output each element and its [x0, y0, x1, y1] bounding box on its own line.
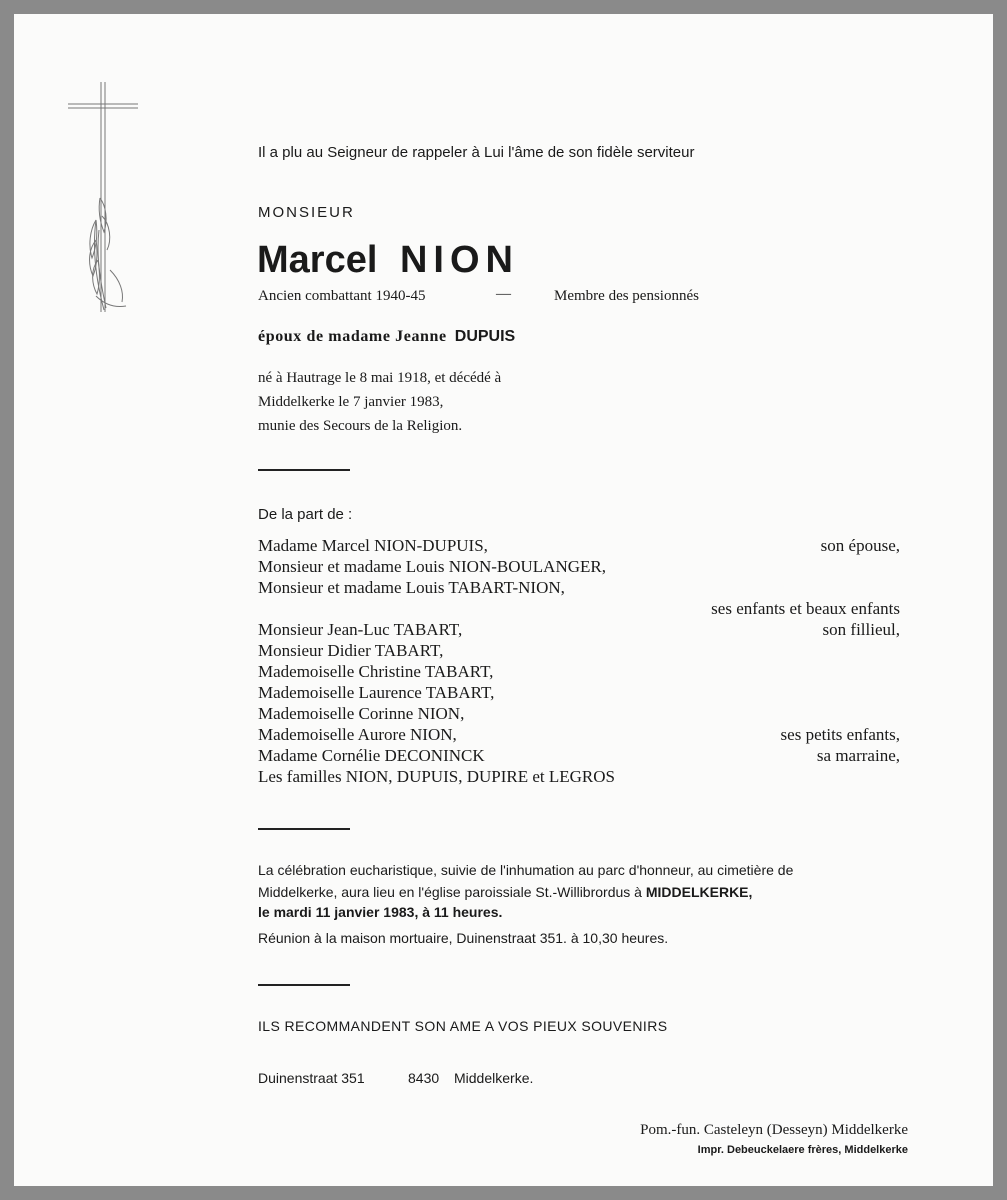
- ceremony-line-2: [258, 884, 752, 900]
- last-name: NION: [399, 239, 519, 281]
- family-member: Mademoiselle Corinne NION,: [258, 704, 465, 723]
- family-row: [258, 662, 900, 684]
- divider-2: [258, 828, 350, 830]
- family-relation: ses enfants et beaux enfants: [711, 599, 900, 618]
- family-relation: son épouse,: [820, 536, 900, 555]
- family-member: Monsieur Didier TABART,: [258, 641, 444, 660]
- honorific: MONSIEUR: [258, 204, 355, 221]
- family-relation: son fillieul,: [822, 620, 900, 639]
- birth-death-line-1: né à Hautrage le 8 mai 1918, et décédé à: [258, 370, 502, 386]
- ceremony-reunion: Réunion à la maison mortuaire, Duinenstraat 351. à 10,30 heures.: [258, 930, 669, 946]
- ceremony-town: MIDDELKERKE,: [645, 884, 753, 900]
- birth-death-line-3: munie des Secours de la Religion.: [258, 418, 463, 434]
- family-member: Mademoiselle Aurore NION,: [258, 725, 457, 744]
- intro-text: Il a plu au Seigneur de rappeler à Lui l'âme de son fidèle serviteur: [258, 144, 695, 161]
- family-row: [258, 620, 900, 642]
- family-member: Madame Marcel NION-DUPUIS,: [258, 536, 488, 555]
- family-member: Les familles NION, DUPUIS, DUPIRE et LEGROS: [258, 767, 615, 786]
- from-label: De la part de :: [258, 506, 353, 523]
- family-row: [258, 725, 900, 747]
- spouse-line: [258, 328, 515, 346]
- address-street: Duinenstraat 351: [258, 1070, 365, 1086]
- family-member: Monsieur Jean-Luc TABART,: [258, 620, 463, 639]
- family-member: Mademoiselle Laurence TABART,: [258, 683, 495, 702]
- spouse-surname: DUPUIS: [454, 328, 516, 345]
- deceased-name: [257, 238, 519, 282]
- title-pensioners: Membre des pensionnés: [554, 288, 699, 304]
- family-member: Monsieur et madame Louis NION-BOULANGER,: [258, 557, 606, 576]
- family-row: [258, 536, 900, 558]
- family-relation: sa marraine,: [816, 746, 900, 765]
- family-row: [258, 746, 900, 768]
- title-veteran: Ancien combattant 1940-45: [258, 288, 426, 304]
- printer-credit: Impr. Debeuckelaere frères, Middelkerke: [697, 1144, 908, 1156]
- family-member: Madame Cornélie DECONINCK: [258, 746, 485, 765]
- address-postcode: 8430: [408, 1070, 440, 1086]
- ceremony-date: le mardi 11 janvier 1983, à 11 heures.: [258, 904, 503, 920]
- family-row: [258, 578, 900, 600]
- first-name: Marcel: [257, 239, 378, 281]
- family-row: [258, 641, 900, 663]
- divider-1: [258, 469, 350, 471]
- family-row: [258, 767, 900, 789]
- family-member: Monsieur et madame Louis TABART-NION,: [258, 578, 565, 597]
- funeral-home: Pom.-fun. Casteleyn (Desseyn) Middelkerke: [640, 1122, 908, 1138]
- family-row: [258, 683, 900, 705]
- cross-with-wheat-icon: [66, 80, 146, 320]
- ceremony-line-1: La célébration eucharistique, suivie de l'inhumation au parc d'honneur, au cimetière de: [258, 862, 794, 878]
- family-row: [258, 557, 900, 579]
- ceremony-location: Middelkerke, aura lieu en l'église paroissiale St.-Willibrordus à: [258, 884, 646, 900]
- spouse-prefix: époux de madame Jeanne: [258, 328, 447, 345]
- address-city: Middelkerke.: [454, 1070, 534, 1086]
- recommend-text: ILS RECOMMANDENT SON AME A VOS PIEUX SOUVENIRS: [258, 1018, 668, 1034]
- title-dash: —: [496, 286, 511, 302]
- obituary-card: [14, 14, 993, 1186]
- family-member: Mademoiselle Christine TABART,: [258, 662, 494, 681]
- divider-3: [258, 984, 350, 986]
- family-row: [258, 599, 900, 621]
- family-relation: ses petits enfants,: [780, 725, 900, 744]
- birth-death-line-2: Middelkerke le 7 janvier 1983,: [258, 394, 444, 410]
- family-row: [258, 704, 900, 726]
